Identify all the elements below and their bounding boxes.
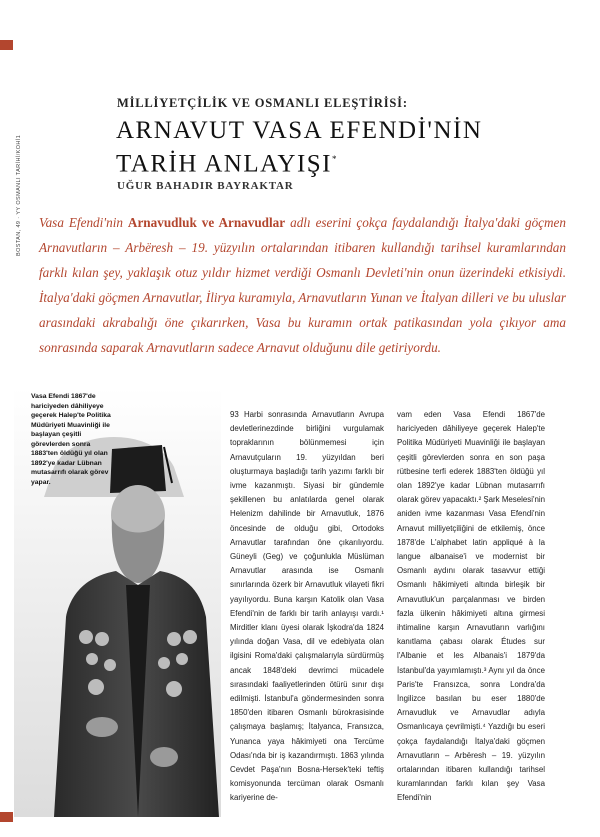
photo-caption: Vasa Efendi 1867'de hariciyeden dâhiliyeye geçerek Halep'te Politika Müdüriyeti Muavinliği ile başlayan çeşitli görevlerden sonra 1883'ten öldüğü yıl olan 1892'ye kadar Lübnan mutasarrıfı olarak görev yapar. — [31, 393, 111, 486]
book-title: Arnavudluk ve Arnavudlar — [127, 215, 286, 230]
kicker: MİLLİYETÇİLİK VE OSMANLI ELEŞTİRİSİ: — [117, 96, 408, 110]
title-footnote-mark: * — [332, 154, 338, 164]
title-line-2: TARİH ANLAYIŞI — [116, 150, 332, 178]
accent-bar-bottom — [0, 812, 13, 822]
body-column-2: vam eden Vasa Efendi 1867'de hariciyeden dâhiliyeye geçerek Halep'te Politika Müdüriyeti Muavinliği ile başlayan çeşitli görevlerden sonra en son paşa rütbesine terfi ederek 1883'ten öldüğü yıl olan 1892'ye kadar Lübnan mutasarrıfı olarak görev yapacaktı.² Şark Meselesi'nin aniden ivme kazanması Vasa Efendi'nin Arnavut milliyetçiliğini de etkilemiş, önce 1878'de L'alphabet latin appliqué à la langue albanaise'i ve modernist bir Osmanlı aydını olarak tasavvur ettiği Osmanlı hâkimiyeti altında birleşik bir Arnavutluk'un parçalanması ve birden fazla ülkenin hâkimiyeti altına girmesi ihtimaline karşın Arnavutların varlığını kanıtlama çabası olarak Études sur l'Albanie et les Albanais'i 1879'da İstanbul'da yayımlamıştı.³ Aynı yıl da önce Paris'te Fransızca, sonra Londra'da İngilizce basılan bu eser 1880'de Arnavudluk ve Arnavudlar adıyla Osmanlıcaya çevrilmişti.⁴ Yazdığı bu eseri çokça faydalandığı İtalya'daki göçmen Arnavutların – Arbëresh – 19. yüzyılın ortalarından itibaren kullandığı tarihsel kuramlarından farklı kılan şey Vasa Efendi'nin — [397, 410, 545, 803]
article-title — [116, 116, 482, 178]
accent-bar-top — [0, 40, 13, 50]
author-name: UĞUR BAHADIR BAYRAKTAR — [117, 180, 294, 192]
abstract: Vasa Efendi'nin Arnavudluk ve Arnavudlar adlı eserini çokça faydalandığı İtalya'daki göçmen Arnavutların – Arbëresh – 19. yüzyılın ortalarından itibaren kullandığı tarihsel kuramlarından farklı kılan şey, yaklaşık otuz yıldır hizmet verdiği Osmanlı Devleti'nin onun üzerindeki etkisiydi. İtalya'daki göçmen Arnavutlar, İlirya kuramıyla, Arnavutların Yunan ve İtalyan dilleri ve bu uluslar arasındaki akrabalığı öne çıkarırken, Vasa bu kuramın ortak patikasından yola çıkıyor ama sonrasında saparak Arnavutların sadece Arnavut olduğunu dile getiriyordu. — [39, 215, 566, 355]
spine-label: BOSTAN, 49 · YY OSMANLI TARİHİ/KOHİ1 — [16, 134, 22, 256]
body-column-1: 93 Harbi sonrasında Arnavutların Avrupa devletlerinezdinde birliğini vurgulamak topraklarının bölünmemesi için Arnavutçuların 19. yüzyıldan beri oluşturmaya başladığı tarih yazımı farklı bir ivme kazanmıştı. Siyasi bir gündemle şekillenen bu anlatılarda genel olarak Helenizm dahilinde bir Arnavutluk, 1876 öncesinde de olduğu gibi, Ortodoks Arnavutlar tarafından öne çıkarılıyordu. Güneyli (Geg) ve çoğunlukla Müslüman Arnavutlar arasında ise Osmanlı sınırlarında özerk bir Arnavutluk vilayeti fikri yayılıyordu. Buna karşın Katolik olan Vasa Efendi'nin de farklı bir tarih anlayışı vardı.¹ Mirditler klanı üyesi olarak İşkodra'da 1824 yılında doğan Vasa, dil ve edebiyata olan ilgisini Roma'daki çalışmalarıyla sürdürmüş ancak 1848'deki devrimci mücadele sırasındaki faaliyetlerinden ötürü sınır dışı edilmişti. İstanbul'a göndermesinden sonra 1850'den itibaren Osmanlı bürokrasisinde çalışmaya başlamış; İtalyanca, Fransızca, Yunanca yaya hâkimiyeti ona Tercüme Odası'nda bir iş kazandırmıştı. 1863 yılında Cevdet Paşa'nın Bosna-Hersek'teki teftiş komisyonunda tercüman olarak Osmanlı kariyerine de- — [230, 410, 384, 803]
title-line-1: ARNAVUT VASA EFENDİ'NİN — [116, 117, 483, 144]
